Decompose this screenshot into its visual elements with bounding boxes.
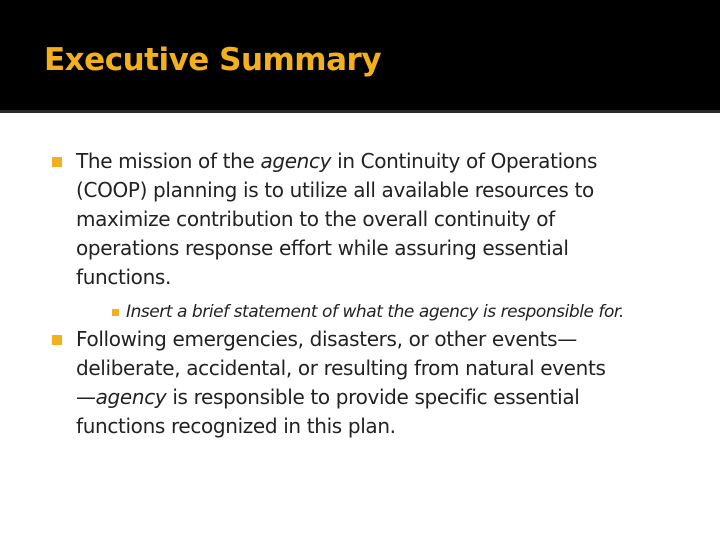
title-bar <box>0 0 720 110</box>
bullet-2-line-1: Following emergencies, disasters, or other events— <box>76 327 577 351</box>
bullet-1-line-5: functions. <box>76 265 171 289</box>
sub-bullet-1: Insert a brief statement of what the agency is responsible for. <box>126 302 624 322</box>
bullet-marker-1 <box>52 157 62 167</box>
bullet-2-line-4: functions recognized in this plan. <box>76 414 396 438</box>
bullet-2-emphasis-agency: agency <box>95 385 167 409</box>
bullet-2 <box>76 325 696 441</box>
bullet-marker-2 <box>52 335 62 345</box>
bullet-1-line-4: operations response effort while assuring essential <box>76 236 569 260</box>
slide-content <box>0 113 720 540</box>
slide-title: Executive Summary <box>44 42 382 78</box>
bullet-1-line-1 <box>76 147 696 176</box>
bullet-2-line-3-text-a: — <box>76 385 96 409</box>
bullet-1-line-1-text-b: in Continuity of Operations <box>331 149 598 173</box>
bullet-1-line-1-text-a: The mission of the <box>76 149 261 173</box>
bullet-1-line-3: maximize contribution to the overall continuity of <box>76 207 555 231</box>
bullet-1 <box>76 147 696 292</box>
bullet-1-line-2: (COOP) planning is to utilize all available resources to <box>76 178 594 202</box>
sub-bullet-marker-1 <box>112 309 119 316</box>
bullet-2-line-3 <box>76 383 696 412</box>
bullet-2-line-3-text-b: is responsible to provide specific essential <box>166 385 580 409</box>
bullet-2-line-2: deliberate, accidental, or resulting from natural events <box>76 356 606 380</box>
bullet-1-emphasis-agency: agency <box>260 149 332 173</box>
